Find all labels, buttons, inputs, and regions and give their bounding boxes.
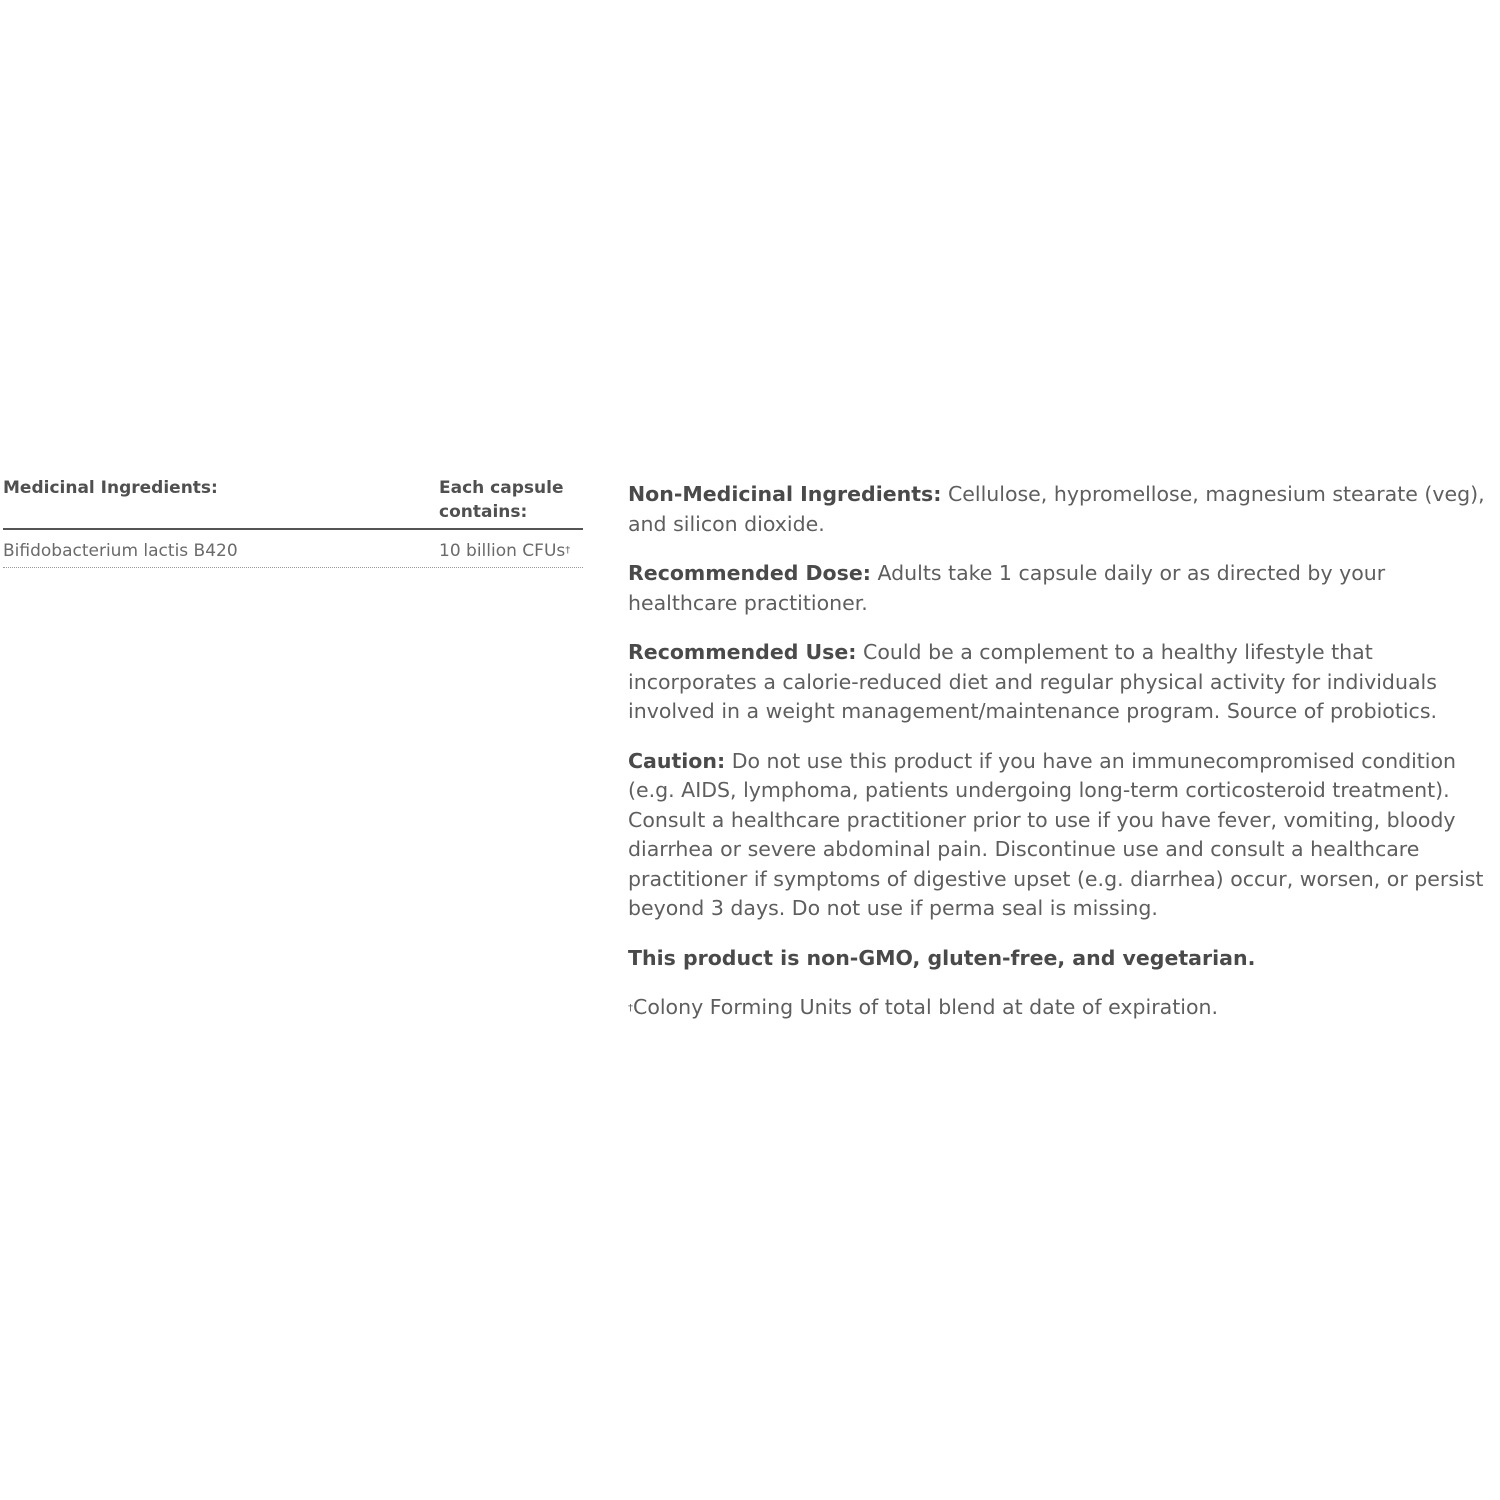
footnote-text: Colony Forming Units of total blend at date of expiration. bbox=[633, 995, 1219, 1019]
dose-text: Adults take 1 capsule daily or as directed by your healthcare practitioner. bbox=[628, 561, 1386, 615]
use-label: Recommended Use: bbox=[628, 640, 857, 664]
ingredient-name: Bifidobacterium lactis B420 bbox=[3, 541, 238, 561]
footnote bbox=[628, 993, 1496, 1023]
footnote-marker: † bbox=[628, 1003, 633, 1014]
recommended-use bbox=[628, 638, 1496, 727]
caution bbox=[628, 747, 1496, 924]
table-row bbox=[3, 530, 583, 568]
footnote-marker: † bbox=[565, 545, 571, 556]
amount-column-header: Each capsule contains: bbox=[439, 478, 564, 522]
non-medicinal-label: Non-Medicinal Ingredients: bbox=[628, 482, 942, 506]
use-text: Could be a complement to a healthy lifestyle that incorporates a calorie-reduced diet and regular physical activity for individuals involved in a weight management/maintenance program. Source of probiotics. bbox=[628, 640, 1438, 723]
non-medicinal-text: Cellulose, hypromellose, magnesium stearate (veg), and silicon dioxide. bbox=[628, 482, 1485, 536]
medicinal-ingredients-table bbox=[3, 476, 583, 568]
caution-label: Caution: bbox=[628, 748, 726, 773]
dose-label: Recommended Dose: bbox=[628, 561, 871, 585]
ingredient-column-header: Medicinal Ingredients: bbox=[3, 478, 218, 498]
table-header-row bbox=[3, 476, 583, 530]
product-statement: This product is non-GMO, gluten-free, and vegetarian. bbox=[628, 945, 1256, 970]
non-medicinal-ingredients bbox=[628, 480, 1496, 539]
ingredient-amount bbox=[439, 539, 583, 563]
product-info bbox=[628, 480, 1496, 1043]
amount-value: 10 billion CFUs bbox=[439, 541, 566, 561]
caution-text: Do not use this product if you have an immunecompromised condition (e.g. AIDS, lymphoma, patients undergoing long-term corticosteroid treatment). Consult a healthcare practitioner prior to use if you have fever, vomiting, bloody diarrhea or severe abdominal pain. Discontinue use and consult a healthcare practitioner if symptoms of digestive upset (e.g. diarrhea) occur, worsen, or persist beyond 3 days. Do not use if perma seal is missing. bbox=[628, 748, 1484, 920]
recommended-dose bbox=[628, 559, 1496, 618]
